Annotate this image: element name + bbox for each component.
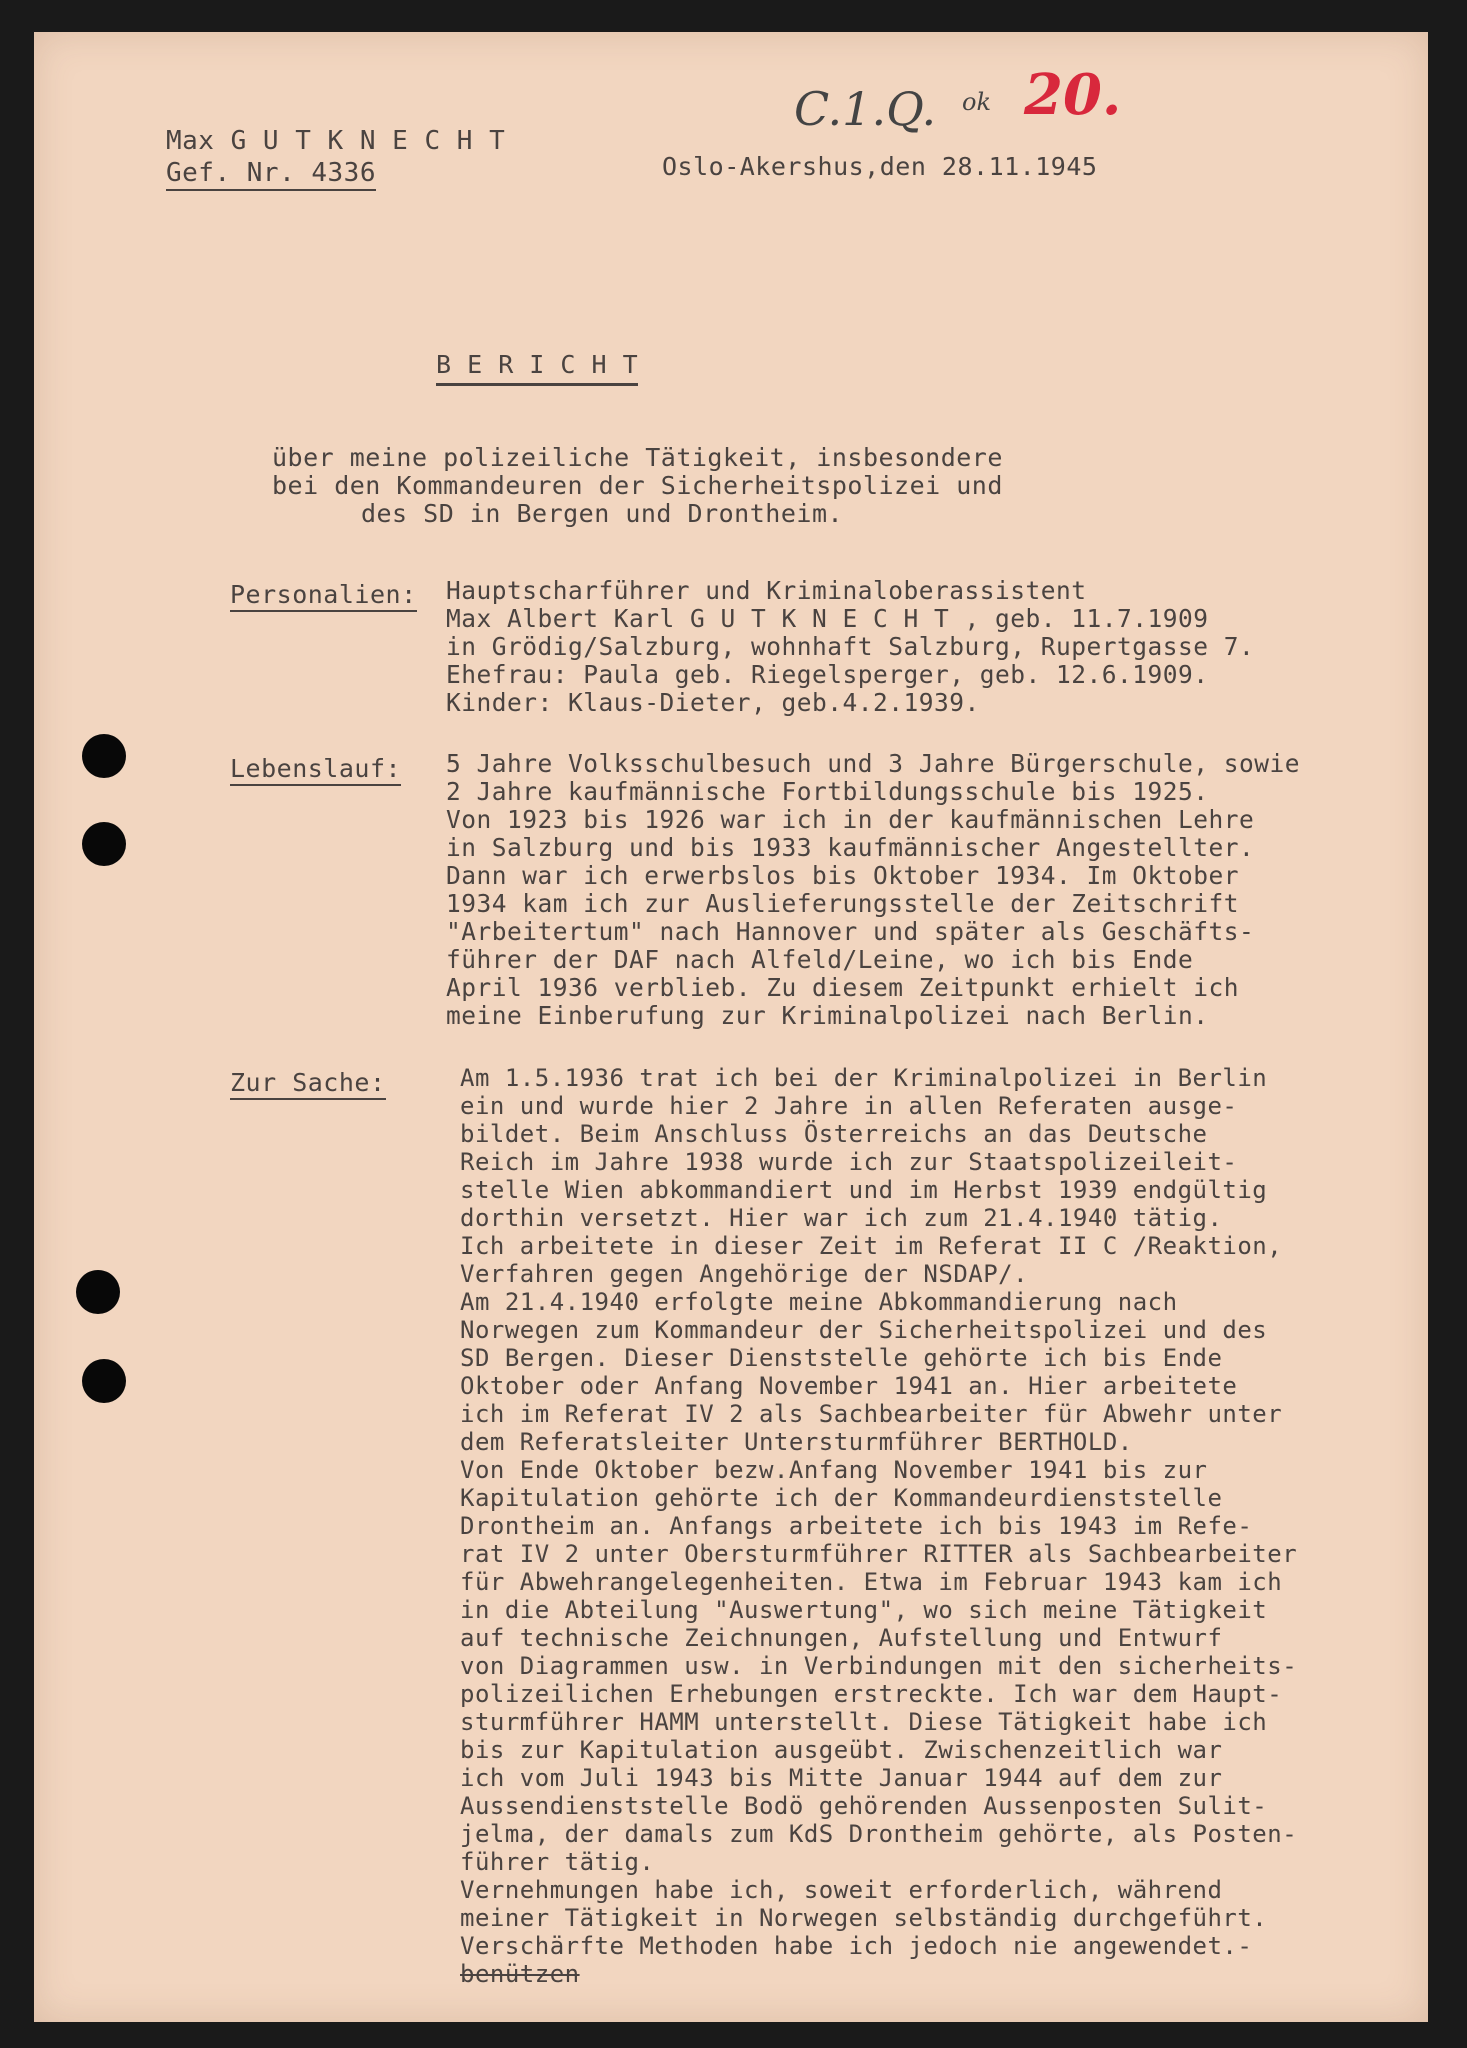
punch-hole-2 xyxy=(82,822,126,866)
body-line: Vernehmungen habe ich, soweit erforderlich, während xyxy=(460,1876,1223,1904)
punch-hole-4 xyxy=(82,1359,126,1403)
section-label-zur-sache: Zur Sache: xyxy=(230,1068,386,1100)
handwritten-number: 20. xyxy=(1024,62,1122,128)
section-label-personalien: Personalien: xyxy=(230,580,417,612)
body-line: auf technische Zeichnungen, Aufstellung und Entwurf xyxy=(460,1624,1223,1652)
body-line: sturmführer HAMM unterstellt. Diese Tätigkeit habe ich xyxy=(460,1708,1268,1736)
section-body-lebenslauf xyxy=(446,750,1300,1030)
body-line: bildet. Beim Anschluss Österreichs an das Deutsche xyxy=(460,1120,1208,1148)
handwritten-ok: ok xyxy=(962,88,991,116)
body-line: von Diagrammen usw. in Verbindungen mit den sicherheits- xyxy=(460,1652,1298,1680)
body-line: 2 Jahre kaufmännische Fortbildungsschule bis 1925. xyxy=(446,777,1209,806)
body-line: rat IV 2 unter Obersturmführer RITTER als Sachbearbeiter xyxy=(460,1540,1298,1568)
body-line: April 1936 verblieb. Zu diesem Zeitpunkt erhielt ich xyxy=(446,973,1240,1002)
body-line: polizeilichen Erhebungen erstreckte. Ich war dem Haupt- xyxy=(460,1680,1283,1708)
body-line: Am 21.4.1940 erfolgte meine Abkommandierung nach xyxy=(460,1288,1178,1316)
report-title: B E R I C H T xyxy=(436,350,638,386)
body-line: Kapitulation gehörte ich der Kommandeurdienststelle xyxy=(460,1484,1223,1512)
body-line: Kinder: Klaus-Dieter, geb.4.2.1939. xyxy=(446,688,980,717)
subtitle-line: über meine polizeiliche Tätigkeit, insbesondere xyxy=(272,443,1003,472)
sender-name: Max G U T K N E C H T xyxy=(166,126,506,156)
body-line: in Salzburg und bis 1933 kaufmännischer Angestellter. xyxy=(446,833,1255,862)
body-line: Max Albert Karl G U T K N E C H T , geb. 11.7.1909 xyxy=(446,604,1209,633)
document-page xyxy=(34,32,1428,2022)
section-body-zur-sache xyxy=(460,1064,1297,1988)
subtitle-line: des SD in Bergen und Drontheim. xyxy=(360,499,844,528)
punch-hole-1 xyxy=(82,734,126,778)
subtitle-line: bei den Kommandeuren der Sicherheitspolizei und xyxy=(272,471,1003,500)
body-line: Ich arbeitete in dieser Zeit im Referat II C /Reaktion, xyxy=(460,1232,1283,1260)
body-line: Oktober oder Anfang November 1941 an. Hier arbeitete xyxy=(460,1372,1238,1400)
body-line: führer der DAF nach Alfeld/Leine, wo ich bis Ende xyxy=(446,945,1194,974)
section-body-personalien xyxy=(446,577,1254,717)
body-line: 5 Jahre Volksschulbesuch und 3 Jahre Bürgerschule, sowie xyxy=(446,749,1301,778)
body-line: SD Bergen. Dieser Dienststelle gehörte ich bis Ende xyxy=(460,1344,1223,1372)
report-subtitle xyxy=(272,443,1003,528)
body-line: ich im Referat IV 2 als Sachbearbeiter für Abwehr unter xyxy=(460,1400,1283,1428)
body-line: Von Ende Oktober bezw.Anfang November 1941 bis zur xyxy=(460,1456,1208,1484)
body-line: für Abwehrangelegenheiten. Etwa im Februar 1943 kam ich xyxy=(460,1568,1283,1596)
body-line: Am 1.5.1936 trat ich bei der Kriminalpolizei in Berlin xyxy=(460,1064,1268,1092)
body-line: Drontheim an. Anfangs arbeitete ich bis 1943 im Refe- xyxy=(460,1512,1253,1540)
body-line: ich vom Juli 1943 bis Mitte Januar 1944 auf dem zur xyxy=(460,1764,1223,1792)
body-line: Dann war ich erwerbslos bis Oktober 1934. Im Oktober xyxy=(446,861,1240,890)
place-date: Oslo-Akershus,den 28.11.1945 xyxy=(662,152,1098,181)
body-line: 1934 kam ich zur Auslieferungsstelle der Zeitschrift xyxy=(446,889,1240,918)
body-line: Reich im Jahre 1938 wurde ich zur Staatspolizeileit- xyxy=(460,1148,1238,1176)
body-line: in die Abteilung "Auswertung", wo sich meine Tätigkeit xyxy=(460,1596,1268,1624)
handwritten-code: C.1.Q. xyxy=(794,82,937,136)
body-line: ein und wurde hier 2 Jahre in allen Referaten ausge- xyxy=(460,1092,1238,1120)
body-line: dorthin versetzt. Hier war ich zum 21.4.1940 tätig. xyxy=(460,1204,1223,1232)
body-line: Von 1923 bis 1926 war ich in der kaufmännischen Lehre xyxy=(446,805,1255,834)
body-line: Ehefrau: Paula geb. Riegelsperger, geb. 12.6.1909. xyxy=(446,660,1209,689)
punch-hole-3 xyxy=(76,1270,120,1314)
body-line: in Grödig/Salzburg, wohnhaft Salzburg, Rupertgasse 7. xyxy=(446,632,1255,661)
body-line: jelma, der damals zum KdS Drontheim gehörte, als Posten- xyxy=(460,1820,1298,1848)
body-line: meine Einberufung zur Kriminalpolizei nach Berlin. xyxy=(446,1001,1209,1030)
body-line: bis zur Kapitulation ausgeübt. Zwischenzeitlich war xyxy=(460,1736,1223,1764)
struck-word: benützen xyxy=(460,1960,580,1988)
body-line: Hauptscharführer und Kriminaloberassistent xyxy=(446,576,1087,605)
body-line: Verschärfte Methoden habe ich jedoch nie angewendet.- xyxy=(460,1932,1253,1960)
body-line: Aussendienststelle Bodö gehörenden Aussenposten Sulit- xyxy=(460,1792,1268,1820)
body-line: Norwegen zum Kommandeur der Sicherheitspolizei und des xyxy=(460,1316,1268,1344)
body-line: dem Referatsleiter Untersturmführer BERTHOLD. xyxy=(460,1428,1133,1456)
prisoner-number: Gef. Nr. 4336 xyxy=(166,158,376,191)
body-line: führer tätig. xyxy=(460,1848,655,1876)
body-line: meiner Tätigkeit in Norwegen selbständig durchgeführt. xyxy=(460,1904,1268,1932)
body-line: stelle Wien abkommandiert und im Herbst 1939 endgültig xyxy=(460,1176,1268,1204)
section-label-lebenslauf: Lebenslauf: xyxy=(230,754,401,786)
body-line: Verfahren gegen Angehörige der NSDAP/. xyxy=(460,1260,1029,1288)
body-line: "Arbeitertum" nach Hannover und später als Geschäfts- xyxy=(446,917,1255,946)
